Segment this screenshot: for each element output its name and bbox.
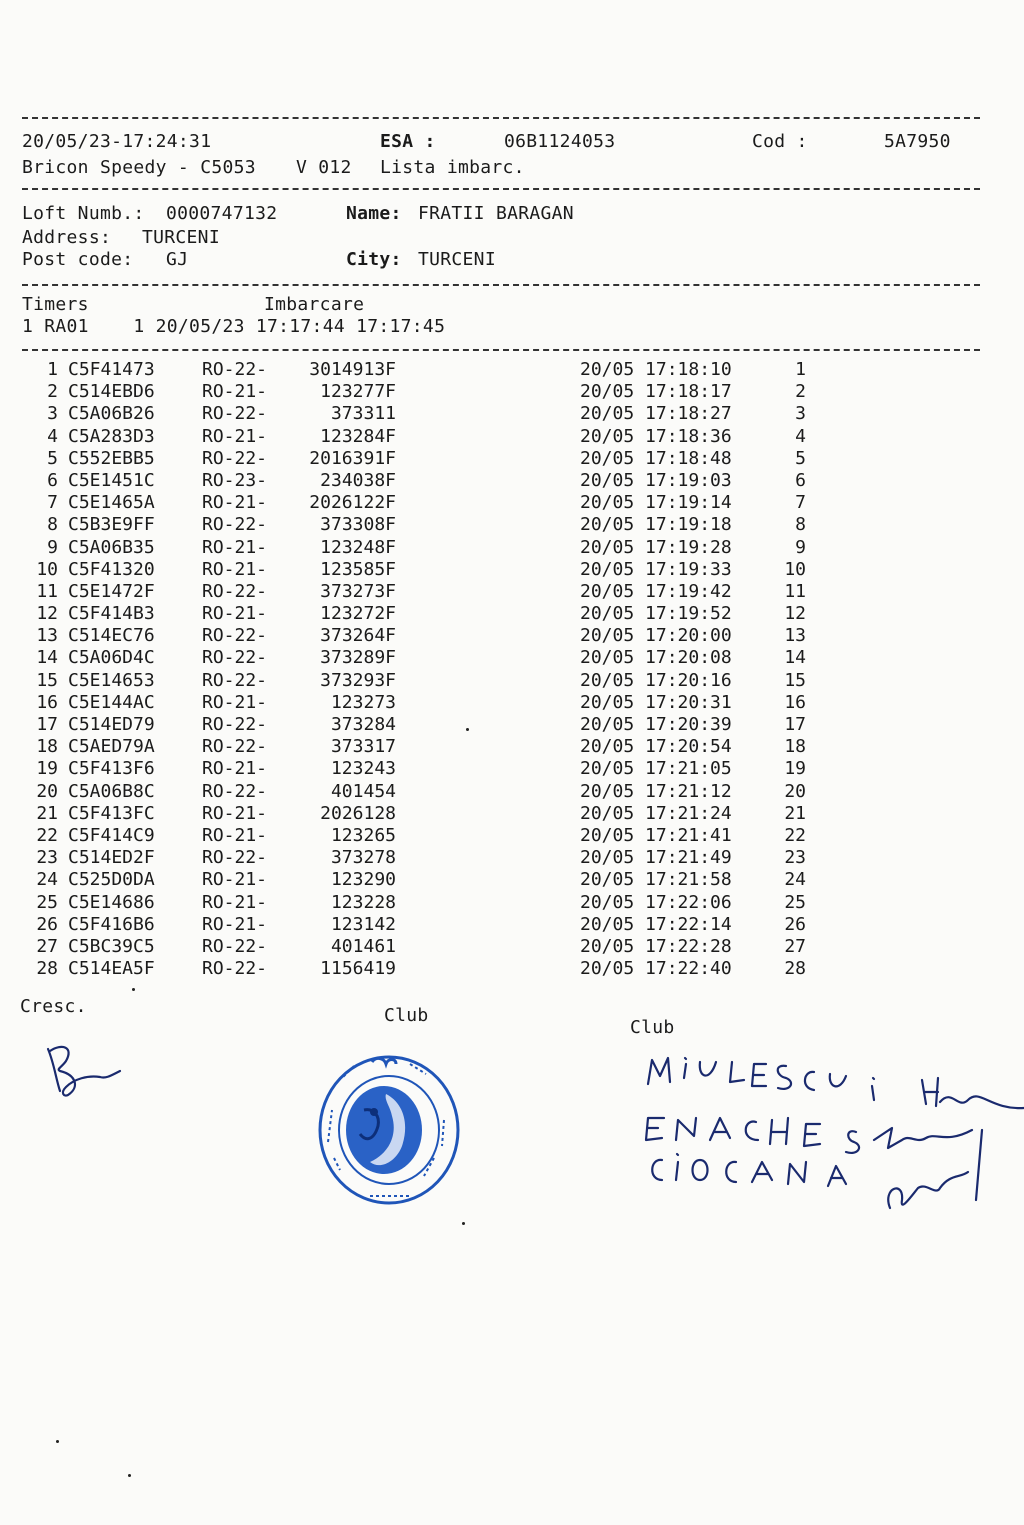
entry-ring-number: 123273 [330, 691, 396, 713]
entry-number: 26 [36, 913, 58, 935]
entry-position: 25 [784, 891, 806, 913]
list-item [22, 359, 982, 381]
entry-ring-prefix: RO-21- [202, 425, 268, 447]
breeder-signature [40, 1035, 130, 1105]
cod-value: 5A7950 [884, 131, 951, 152]
entry-ring-prefix: RO-21- [202, 492, 268, 514]
entry-code: C5F41473 [68, 359, 155, 380]
entry-number: 23 [36, 847, 58, 869]
entry-ring-prefix: RO-22- [202, 403, 268, 425]
entry-time: 20/05 17:18:17 [580, 381, 732, 403]
entry-position: 27 [784, 935, 806, 957]
entry-number: 7 [47, 492, 58, 514]
entry-position: 7 [795, 492, 806, 514]
list-item [22, 803, 982, 825]
name-label: Name: [346, 203, 402, 224]
entry-position: 20 [784, 780, 806, 802]
entry-time: 20/05 17:18:48 [580, 447, 732, 469]
list-item [22, 647, 982, 669]
list-item [22, 559, 982, 581]
entry-number: 11 [36, 580, 58, 602]
entry-position: 4 [795, 425, 806, 447]
entry-ring-prefix: RO-21- [202, 802, 268, 824]
separator [22, 284, 980, 286]
entry-ring-prefix: RO-22- [202, 669, 268, 691]
entry-number: 18 [36, 736, 58, 758]
entry-code: C5B3E9FF [68, 514, 155, 536]
entry-ring-number: 373311 [330, 403, 396, 425]
timers-title: Timers [22, 294, 89, 315]
separator [22, 188, 980, 190]
entry-ring-number: 373264F [320, 625, 396, 647]
entry-position: 12 [784, 603, 806, 625]
entry-number: 17 [36, 714, 58, 735]
entry-ring-prefix: RO-21- [202, 558, 268, 580]
entry-ring-prefix: RO-22- [202, 359, 268, 380]
entry-ring-number: 373293F [320, 669, 396, 691]
entry-position: 23 [784, 847, 806, 869]
entry-position: 10 [784, 558, 806, 580]
cresc-label: Cresc. [20, 996, 87, 1017]
entry-position: 22 [784, 824, 806, 846]
entry-time: 20/05 17:21:24 [580, 802, 732, 824]
entry-number: 1 [47, 359, 58, 380]
entry-ring-prefix: RO-21- [202, 381, 268, 403]
scan-speck [128, 1474, 131, 1477]
entry-position: 8 [795, 514, 806, 536]
entry-position: 16 [784, 691, 806, 713]
timers-line: 1 RA01 1 20/05/23 17:17:44 17:17:45 [22, 316, 446, 337]
entry-code: C5F414B3 [68, 603, 155, 625]
entry-ring-prefix: RO-22- [202, 736, 268, 758]
entry-position: 19 [784, 758, 806, 780]
entries-list [22, 359, 982, 980]
entry-time: 20/05 17:21:12 [580, 780, 732, 802]
list-item [22, 470, 982, 492]
esa-value: 06B1124053 [504, 131, 616, 152]
name-value: FRATII BARAGAN [418, 203, 574, 224]
list-item [22, 625, 982, 647]
entry-time: 20/05 17:19:14 [580, 492, 732, 514]
club-label-1: Club [384, 1005, 429, 1026]
entry-code: C5E144AC [68, 691, 155, 713]
postcode-label: Post code: [22, 249, 134, 270]
list-item [22, 736, 982, 758]
entry-time: 20/05 17:19:52 [580, 603, 732, 625]
separator [22, 349, 980, 351]
entry-time: 20/05 17:20:08 [580, 647, 732, 669]
entry-ring-prefix: RO-22- [202, 447, 268, 469]
list-item [22, 781, 982, 803]
entry-time: 20/05 17:21:49 [580, 847, 732, 869]
scan-speck [132, 988, 135, 991]
entry-position: 1 [795, 359, 806, 380]
separator [22, 117, 980, 119]
entry-number: 20 [36, 780, 58, 802]
list-item [22, 958, 982, 980]
entry-code: C5E1472F [68, 580, 155, 602]
entry-number: 22 [36, 824, 58, 846]
entry-time: 20/05 17:19:28 [580, 536, 732, 558]
entry-time: 20/05 17:18:27 [580, 403, 732, 425]
entry-ring-number: 123277F [320, 381, 396, 403]
entry-position: 18 [784, 736, 806, 758]
entry-ring-number: 123228 [330, 891, 396, 913]
entry-time: 20/05 17:21:41 [580, 824, 732, 846]
entry-time: 20/05 17:22:28 [580, 935, 732, 957]
entry-ring-prefix: RO-22- [202, 714, 268, 735]
entry-code: C552EBB5 [68, 447, 155, 469]
entry-ring-prefix: RO-23- [202, 469, 268, 491]
entry-position: 17 [784, 714, 806, 735]
entry-position: 28 [784, 958, 806, 980]
entry-ring-number: 373289F [320, 647, 396, 669]
entry-time: 20/05 17:19:42 [580, 580, 732, 602]
entry-ring-prefix: RO-21- [202, 824, 268, 846]
header-datetime: 20/05/23-17:24:31 [22, 131, 212, 152]
entry-number: 3 [47, 403, 58, 425]
entry-number: 28 [36, 958, 58, 980]
entry-ring-prefix: RO-22- [202, 580, 268, 602]
entry-ring-number: 1156419 [320, 958, 396, 980]
entry-ring-prefix: RO-22- [202, 780, 268, 802]
entry-time: 20/05 17:22:06 [580, 891, 732, 913]
entry-position: 15 [784, 669, 806, 691]
entry-code: C5F413FC [68, 802, 155, 824]
entry-ring-number: 123265 [330, 824, 396, 846]
entry-time: 20/05 17:18:36 [580, 425, 732, 447]
entry-ring-prefix: RO-21- [202, 691, 268, 713]
entry-number: 24 [36, 869, 58, 891]
address-value: TURCENI [142, 227, 220, 248]
entry-time: 20/05 17:20:31 [580, 691, 732, 713]
entry-number: 15 [36, 669, 58, 691]
scan-speck [462, 1222, 465, 1225]
entry-code: C5A06B8C [68, 780, 155, 802]
entry-number: 6 [47, 469, 58, 491]
entry-code: C5AED79A [68, 736, 155, 758]
entry-position: 14 [784, 647, 806, 669]
list-item [22, 825, 982, 847]
entry-ring-prefix: RO-21- [202, 536, 268, 558]
entry-ring-number: 3014913F [309, 359, 396, 380]
entry-time: 20/05 17:21:05 [580, 758, 732, 780]
list-item [22, 514, 982, 536]
entry-code: C5F41320 [68, 558, 155, 580]
entry-ring-number: 123284F [320, 425, 396, 447]
list-item [22, 758, 982, 780]
scan-speck [466, 728, 469, 731]
entry-time: 20/05 17:19:03 [580, 469, 732, 491]
list-item [22, 603, 982, 625]
entry-time: 20/05 17:20:16 [580, 669, 732, 691]
entry-code: C514EBD6 [68, 381, 155, 403]
entry-ring-prefix: RO-21- [202, 913, 268, 935]
list-item [22, 381, 982, 403]
entry-ring-prefix: RO-22- [202, 958, 268, 980]
entry-ring-prefix: RO-22- [202, 514, 268, 536]
entry-ring-prefix: RO-22- [202, 647, 268, 669]
entry-code: C5BC39C5 [68, 935, 155, 957]
entry-code: C514EA5F [68, 958, 155, 980]
entry-code: C514ED79 [68, 714, 155, 735]
list-item [22, 581, 982, 603]
entry-position: 2 [795, 381, 806, 403]
entry-code: C5E14686 [68, 891, 155, 913]
address-label: Address: [22, 227, 112, 248]
esa-label: ESA : [380, 131, 436, 152]
entry-number: 5 [47, 447, 58, 469]
list-item [22, 936, 982, 958]
city-label: City: [346, 249, 402, 270]
entry-number: 13 [36, 625, 58, 647]
entry-time: 20/05 17:18:10 [580, 359, 732, 380]
list-item [22, 426, 982, 448]
list-item [22, 448, 982, 470]
entry-number: 27 [36, 935, 58, 957]
entry-code: C5A06B26 [68, 403, 155, 425]
entry-ring-number: 373308F [320, 514, 396, 536]
entry-number: 12 [36, 603, 58, 625]
entry-position: 13 [784, 625, 806, 647]
device-name: Bricon Speedy - C5053 [22, 157, 256, 178]
entry-ring-prefix: RO-21- [202, 758, 268, 780]
entry-ring-number: 2026128 [320, 802, 396, 824]
list-item [22, 869, 982, 891]
entry-time: 20/05 17:19:33 [580, 558, 732, 580]
list-item [22, 403, 982, 425]
entry-number: 9 [47, 536, 58, 558]
entry-position: 11 [784, 580, 806, 602]
entry-position: 24 [784, 869, 806, 891]
list-item [22, 714, 982, 736]
entry-number: 14 [36, 647, 58, 669]
cod-label: Cod : [752, 131, 808, 152]
entry-ring-number: 401454 [330, 780, 396, 802]
device-version: V 012 [296, 157, 352, 178]
entry-code: C5F414C9 [68, 824, 155, 846]
entry-code: C525D0DA [68, 869, 155, 891]
entry-ring-number: 123243 [330, 758, 396, 780]
entry-ring-prefix: RO-22- [202, 847, 268, 869]
entry-code: C5F413F6 [68, 758, 155, 780]
entry-code: C5F416B6 [68, 913, 155, 935]
postcode-value: GJ [166, 249, 189, 270]
entry-time: 20/05 17:22:14 [580, 913, 732, 935]
entry-number: 4 [47, 425, 58, 447]
entry-position: 9 [795, 536, 806, 558]
entry-ring-number: 123142 [330, 913, 396, 935]
scan-speck [56, 1440, 59, 1443]
entry-time: 20/05 17:20:39 [580, 714, 732, 735]
entry-position: 6 [795, 469, 806, 491]
entry-ring-number: 123290 [330, 869, 396, 891]
entry-ring-prefix: RO-21- [202, 869, 268, 891]
entry-code: C514ED2F [68, 847, 155, 869]
entry-number: 16 [36, 691, 58, 713]
club-handwritten-names [640, 1048, 1024, 1232]
entry-code: C5A06B35 [68, 536, 155, 558]
imbarcare-label: Imbarcare [264, 294, 365, 315]
entry-number: 8 [47, 514, 58, 536]
entry-ring-prefix: RO-22- [202, 935, 268, 957]
list-item [22, 692, 982, 714]
entry-ring-prefix: RO-21- [202, 603, 268, 625]
loft-numb-label: Loft Numb.: [22, 203, 145, 224]
entry-ring-prefix: RO-22- [202, 625, 268, 647]
entry-position: 5 [795, 447, 806, 469]
entry-position: 21 [784, 802, 806, 824]
loft-numb-value: 0000747132 [166, 203, 278, 224]
entry-time: 20/05 17:22:40 [580, 958, 732, 980]
club-stamp [314, 1050, 464, 1210]
city-value: TURCENI [418, 249, 496, 270]
entry-ring-number: 123248F [320, 536, 396, 558]
entry-time: 20/05 17:20:00 [580, 625, 732, 647]
entry-code: C5E14653 [68, 669, 155, 691]
entry-ring-number: 373273F [320, 580, 396, 602]
list-item [22, 914, 982, 936]
entry-ring-number: 2026122F [309, 492, 396, 514]
entry-ring-number: 373278 [330, 847, 396, 869]
entry-ring-prefix: RO-21- [202, 891, 268, 913]
list-item [22, 892, 982, 914]
entry-number: 19 [36, 758, 58, 780]
entry-ring-number: 373284 [330, 714, 396, 735]
entry-code: C514EC76 [68, 625, 155, 647]
entry-ring-number: 2016391F [309, 447, 396, 469]
entry-time: 20/05 17:21:58 [580, 869, 732, 891]
entry-ring-number: 234038F [320, 469, 396, 491]
entry-ring-number: 123272F [320, 603, 396, 625]
list-item [22, 537, 982, 559]
list-item [22, 847, 982, 869]
entry-number: 21 [36, 802, 58, 824]
entry-code: C5E1465A [68, 492, 155, 514]
entry-time: 20/05 17:19:18 [580, 514, 732, 536]
entry-number: 2 [47, 381, 58, 403]
entry-code: C5E1451C [68, 469, 155, 491]
entry-ring-number: 123585F [320, 558, 396, 580]
entry-ring-number: 401461 [330, 935, 396, 957]
entry-number: 10 [36, 558, 58, 580]
entry-ring-number: 373317 [330, 736, 396, 758]
entry-position: 3 [795, 403, 806, 425]
entry-number: 25 [36, 891, 58, 913]
entry-position: 26 [784, 913, 806, 935]
list-title: Lista imbarc. [380, 157, 525, 178]
list-item [22, 670, 982, 692]
entry-time: 20/05 17:20:54 [580, 736, 732, 758]
entry-code: C5A283D3 [68, 425, 155, 447]
list-item [22, 492, 982, 514]
entry-code: C5A06D4C [68, 647, 155, 669]
club-label-2: Club [630, 1017, 675, 1038]
